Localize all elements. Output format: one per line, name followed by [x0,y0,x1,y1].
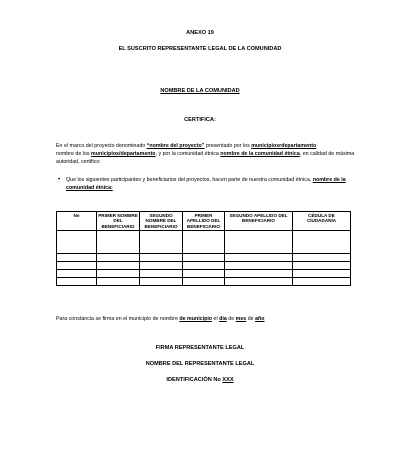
closing-text: el [212,316,220,322]
table-cell[interactable] [57,231,97,254]
table-cell[interactable] [225,231,293,254]
table-cell[interactable] [97,262,140,270]
table-row [57,231,351,254]
table-cell[interactable] [140,254,183,262]
year-field: año [255,316,265,322]
table-row [57,262,351,270]
beneficiaries-bullet [58,176,356,192]
table-cell[interactable] [57,278,97,286]
closing-text: de [246,316,256,322]
column-header: CÉDULA DE CIUDADANÍA [293,212,351,231]
table-cell[interactable] [225,254,293,262]
column-header: No [57,212,97,231]
table-cell[interactable] [140,270,183,278]
table-row [57,270,351,278]
table-cell[interactable] [293,278,351,286]
table-cell[interactable] [97,231,140,254]
beneficiaries-table [56,211,351,286]
ethnic-community-field: nombre de la comunidad étnica: [66,177,346,191]
identification-label: IDENTIFICACIÓN No [166,377,223,383]
column-header: PRIMER APELLIDO DEL BENEFICIARIO [183,212,225,231]
community-name-heading: NOMBRE DE LA COMUNIDAD [160,88,240,94]
month-field: mes [235,316,247,322]
table-cell[interactable] [57,270,97,278]
intro-text: , en calidad de máxima autoridad, certifico: [56,151,355,165]
certifies-heading: CERTIFICA: [184,117,216,123]
closing-text: de [226,316,236,322]
bullet-text: Que los siguientes participantes y beneficiarios del proyectos, hacen parte de nuestra comunidad étnica, [66,177,313,183]
table-cell[interactable] [183,278,225,286]
table-cell[interactable] [183,254,225,262]
table-cell[interactable] [183,231,225,254]
annex-title: ANEXO 19 [186,30,214,36]
table-cell[interactable] [97,270,140,278]
table-cell[interactable] [140,278,183,286]
bullet-dot: • [58,177,61,183]
column-header: SEGUNDO NOMBRE DEL BENEFICIARIO [140,212,183,231]
intro-paragraph [56,142,356,166]
ethnic-community-field: nombre de la comunidad étnica [220,151,300,157]
table-row [57,254,351,262]
table-cell[interactable] [140,231,183,254]
identification-line [0,377,400,383]
table-cell[interactable] [293,254,351,262]
table-row [57,278,351,286]
closing-text: Para constancia se firma en el municipio de nombre [56,316,180,322]
table-cell[interactable] [140,262,183,270]
municipality-department-field: municipios/departamento [91,151,156,157]
table-cell[interactable] [97,254,140,262]
intro-text: nombre de los [56,151,92,157]
intro-text: presentado por los [204,143,252,149]
table-cell[interactable] [293,262,351,270]
table-cell[interactable] [57,254,97,262]
representative-name: NOMBRE DEL REPRESENTANTE LEGAL [145,361,255,367]
identification-value: XXX [222,377,234,383]
project-name-field: “nombre del proyecto” [146,143,205,149]
table-cell[interactable] [225,270,293,278]
signature-line: FIRMA REPRESENTANTE LEGAL [155,345,245,351]
table-cell[interactable] [183,270,225,278]
intro-text: En el marco del proyecto denominado [56,143,147,149]
municipality-field: municipiosrdepartamento [251,143,317,149]
closing-paragraph [56,315,356,323]
table-header-row [57,212,351,231]
table-cell[interactable] [183,262,225,270]
table-cell[interactable] [97,278,140,286]
table-cell[interactable] [225,262,293,270]
column-header: SEGUNDO APELLIDO DEL BENEFICIARIO [225,212,293,231]
document-subtitle: EL SUSCRITO REPRESENTANTE LEGAL DE LA COMUNIDAD [118,46,282,52]
table-cell[interactable] [225,278,293,286]
municipality-field: de municipio [179,316,213,322]
table-cell[interactable] [57,262,97,270]
table-cell[interactable] [293,231,351,254]
table-cell[interactable] [293,270,351,278]
column-header: PRIMER NOMBRE DEL BENEFICIARIO [98,213,138,229]
day-field: día [219,316,227,322]
intro-text: , y por la comunidad étnica [155,151,221,157]
